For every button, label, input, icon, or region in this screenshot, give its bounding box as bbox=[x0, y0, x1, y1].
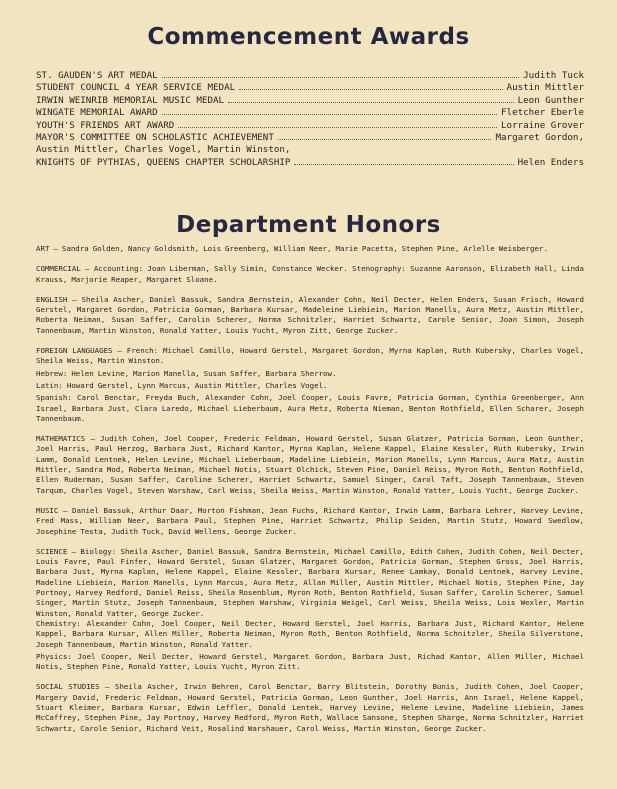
leader-dots bbox=[228, 102, 514, 103]
dept-text: MATHEMATICS — Judith Cohen, Joel Cooper, Frederic Feldman, Howard Gerstel, Susan Glatzer, Patricia Gorman, Leon Gunther, Joel Harris, Paul Herzog, Barbara Just, Richard Kantor, Myrna Kaplan, Helene Kappel, Elaine Kessler, Ruth Kubersky, Irwin Lamm, Donald Lentnek, Helen Levine, Michael Lieberbaum, Madeline Liebiein, Marion Manells, Lynn Marcus, Aura Matz, Austin Mittler, Sandra Mod, Roberta Neiman, Michael Notis, Stuart Olchick, Steven Pine, Daniel Reiss, Myron Roth, Benton Rothfield, Ellen Ruderman, Susan Saffer, Caroline Scherer, Harriet Schwartz, Samuel Singer, Carol Taft, Joseph Tannenbaum, Steven Tarqum, Charles Vogel, Steven Warshaw, Carl Weiss, Sheila Weiss, Martin Winston, Ronald Yatter, Louis Yucht, George Zucker. bbox=[36, 434, 584, 495]
award-extra-recipients: Austin Mittler, Charles Vogel, Martin Winston, bbox=[36, 144, 291, 156]
department-honors-list bbox=[36, 244, 584, 744]
award-name: STUDENT COUNCIL 4 YEAR SERVICE MEDAL bbox=[36, 82, 236, 94]
award-name: KNIGHTS OF PYTHIAS, QUEENS CHAPTER SCHOLARSHIP bbox=[36, 156, 291, 168]
award-name: MAYOR'S COMMITTEE ON SCHOLASTIC ACHIEVEMENT bbox=[36, 132, 274, 144]
dept-subsection: Spanish: Carol Benctar, Freyda Buch, Alexander Cohn, Joel Cooper, Louis Favre, Patricia Gorman, Cynthia Greenberger, Ann Israel, Barbara Just, Clara Laredo, Michael Lieberbaum, Aura Metz, Roberta Nieman, Benton Rothfield, Ellen Scharer, Joseph Tannenbaum. bbox=[36, 393, 584, 423]
dept-text: COMMERCIAL — Accounting: Joan Liberman, Sally Simin, Constance Wecker. Stenography: Suzanne Aaronson, Elizabeth Hall, Linda Krauss, Marjorie Reaper, Margaret Sloane. bbox=[36, 264, 584, 284]
leader-dots bbox=[239, 89, 502, 90]
leader-dots bbox=[162, 77, 519, 78]
dept-music bbox=[36, 506, 584, 537]
dept-text: MUSIC — Daniel Bassuk, Arthur Daar, Morton Fishman, Jean Fuchs, Richard Kantor, Irwin Lamm, Barbara Lehrer, Harvey Levine, Fred Mass, William Neer, Barbara Paul, Stephen Pine, Harriet Schwartz, Philip Seiden, Martin Stutz, Howard Swedlow, Josephine Testa, Judith Tuck, David Wellens, George Zucker. bbox=[36, 505, 584, 536]
leader-dots bbox=[278, 139, 492, 140]
dept-english bbox=[36, 295, 584, 336]
leader-dots bbox=[294, 164, 513, 165]
award-recipient: Austin Mittler bbox=[506, 82, 584, 94]
department-honors-title: Department Honors bbox=[176, 212, 441, 238]
dept-subsection: Hebrew: Helen Levine, Marion Manella, Susan Saffer, Barbara Sherrow. bbox=[36, 368, 337, 378]
dept-mathematics bbox=[36, 434, 584, 496]
award-recipient: Lorraine Grover bbox=[501, 119, 584, 131]
award-name: IRWIN WEINRIB MEMORIAL MUSIC MEDAL bbox=[36, 94, 225, 106]
dept-text: SCIENCE — Biology: Sheila Ascher, Daniel Bassuk, Sandra Bernstein, Michael Camillo, Edith Cohen, Judith Cohen, Neil Decter, Louis Favre, Paul Finfer, Howard Gerstel, Susan Glatzer, Margaret Gordon, Patricia Gorman, Stephen Gross, Joel Harris, Barbara Just, Myrna Kaplan, Helene Kappel, Elaine Kessler, Barbara Kursar, Renee Lamkay, Donald Lentnek, Harvey Levine, Madeline Liebiein, Marion Manells, Lynn Marcus, Aura Metz, Allan Miller, Austin Mittler, Michael Notis, Stephen Pine, Jay Portnoy, Harvey Redford, Daniel Reiss, Sheila Rosenblum, Myron Roth, Benton Rothfield, Susan Saffer, Carolin Scherer, Samuel Singer, Martin Stutz, Joseph Tannenbaum, Stephen Warshaw, Virginia Weigel, Carl Weiss, Sheila Weiss, Lois Wexler, Martin Winston, Ronald Yatter, George Zucker. bbox=[36, 546, 584, 618]
dept-commercial bbox=[36, 264, 584, 285]
leader-dots bbox=[178, 127, 497, 128]
commencement-awards-title: Commencement Awards bbox=[147, 24, 470, 50]
award-row bbox=[36, 132, 584, 144]
award-recipient: Judith Tuck bbox=[523, 70, 584, 81]
dept-text: SOCIAL STUDIES — Sheila Ascher, Irwin Behren, Carol Benctar, Barry Blitstein, Dorothy Bunis, Judith Cohen, Joel Cooper, Margery David, Frederic Feldman, Howard Gerstel, Patricia Gorman, Leon Gunther, Joel Harris, Ann Israel, Helene Kappel, Stuart Kleimer, Barbara Kursar, Edwin Leffler, Donald Lentek, Harvey Levine, Helene Levine, Madeline Liebiein, James McCaffrey, Stephen Pine, Jay Portnoy, Harvey Redford, Myron Roth, Wallace Sansone, Stephen Sharge, Norma Schnitzler, Harriet Schwartz, Carole Senior, Richard Veit, Rosalind Warshauer, Carol Weiss, Martin Winston, George Zucker. bbox=[36, 682, 584, 733]
awards-list bbox=[36, 70, 584, 169]
leader-dots bbox=[162, 114, 497, 115]
award-name: YOUTH'S FRIENDS ART AWARD bbox=[36, 119, 175, 131]
award-row bbox=[36, 107, 584, 119]
dept-art bbox=[36, 244, 584, 254]
award-row bbox=[36, 95, 584, 107]
dept-text: ENGLISH — Sheila Ascher, Daniel Bassuk, Sandra Bernstein, Alexander Cohn, Neil Decter, Helen Enders, Susan Frisch, Howard Gerstel, Margaret Gordon, Patricia Gorman, Barbara Kursar, Madeleine Liebiein, Marion Manells, Aura Metz, Austin Mittler, Roberta Neiman, Susan Saffer, Carolin Scherer, Norma Schnitzler, Harriet Schwartz, Carole Senior, Joan Simon, Joseph Tannenbaum, Martin Winston, Ronald Yatter, Louis Yucht, Myron Zitt, George Zucker. bbox=[36, 294, 584, 335]
award-recipient: Margaret Gordon, bbox=[495, 132, 584, 144]
dept-science bbox=[36, 547, 584, 673]
award-row bbox=[36, 82, 584, 94]
dept-text: FOREIGN LANGUAGES — French: Michael Camillo, Howard Gerstel, Margaret Gordon, Myrna Kaplan, Ruth Kubersky, Charles Vogel, Sheila Weiss, Martin Winston. bbox=[36, 346, 584, 366]
dept-social-studies bbox=[36, 682, 584, 733]
award-row bbox=[36, 70, 584, 82]
award-recipient: Fletcher Eberle bbox=[501, 107, 584, 119]
award-name: ST. GAUDEN'S ART MEDAL bbox=[36, 70, 158, 81]
dept-subsection: Chemistry: Alexander Cohn, Joel Cooper, Neil Decter, Howard Gerstel, Joel Harris, Barbara Just, Richard Kantor, Helene Kappel, Barbara Kursar, Allen Miller, Roberta Neiman, Myron Roth, Benton Rothfield, Norma Schnitzler, Sheila Silverstone, Joseph Tannenbaum, Martin Winston, Ronald Yatter. bbox=[36, 618, 584, 649]
dept-subsection: Physics: Joel Cooper, Neil Decter, Howard Gerstel, Margaret Gordon, Barbara Just, Richad Kantor, Allen Miller, Michael Notis, Stephen Pine, Ronald Yatter, Louis Yucht, Myron Zitt. bbox=[36, 651, 584, 672]
dept-foreign-languages bbox=[36, 346, 584, 424]
award-recipient: Helen Enders bbox=[517, 156, 584, 168]
dept-text: ART — Sandra Golden, Nancy Goldsmith, Lois Greenberg, William Neer, Marie Pacetta, Stephen Pine, Arlelle Weisberger. bbox=[36, 244, 548, 253]
award-recipient: Leon Gunther bbox=[517, 94, 584, 106]
award-row bbox=[36, 120, 584, 132]
dept-subsection: Latin: Howard Gerstel, Lynn Marcus, Austin Mittler, Charles Vogel. bbox=[36, 380, 328, 390]
award-row bbox=[36, 157, 584, 169]
award-name: WINGATE MEMORIAL AWARD bbox=[36, 107, 158, 119]
